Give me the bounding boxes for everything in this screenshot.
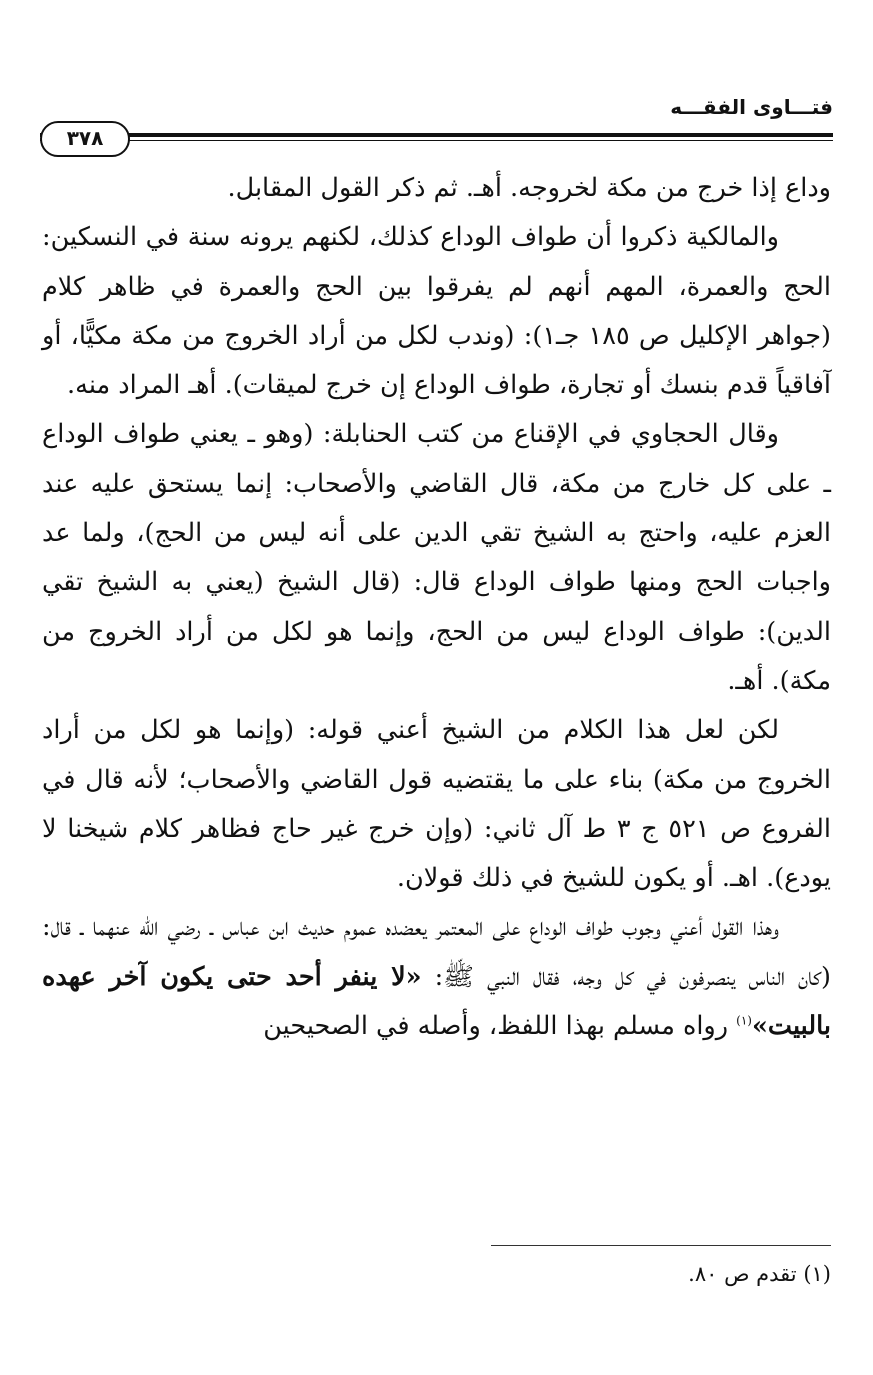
header-rule-thin (40, 140, 833, 141)
running-title: فتـــاوى الفقـــه (670, 95, 833, 119)
paragraph-5-start: وهذا القول أعني وجوب طواف الوداع على المعتمر يعضده عموم حديث ابن عباس ـ رضي الله عنهما ـ قال: (كان الناس ينصرفون في كل وجه، فقال النبي ﷺ: (42, 912, 831, 992)
page-number: ٣٧٨ (40, 121, 130, 157)
header-rule (40, 127, 833, 149)
paragraph-5 (42, 903, 831, 1051)
paragraph-2: والمالكية ذكروا أن طواف الوداع كذلك، لكنهم يرونه سنة في النسكين: الحج والعمرة، المهم أنهم لم يفرقوا بين الحج والعمرة في ظاهر كلام (جواهر الإكليل ص ١٨٥ جـ١): (وندب لكل من أراد الخروج من مكة مكيًّا، أو آفاقياً قدم بنسك أو تجارة، طواف الوداع إن خرج لميقات). أهـ المراد منه. (42, 222, 831, 401)
hadith-quote: «لا ينفر أحد حتى يكون آخر عهده بالبيت» (42, 961, 831, 1042)
header-rule-thick (40, 133, 833, 137)
paragraph-3: وقال الحجاوي في الإقناع من كتب الحنابلة: (وهو ـ يعني طواف الوداع ـ على كل خارج من مكة، قال القاضي والأصحاب: إنما يستحق عليه عند العزم عليه، واحتج به الشيخ تقي الدين على أنه ليس من الحج)، ولما عد واجبات الحج ومنها طواف الوداع قال: (قال الشيخ (يعني به الشيخ تقي الدين): طواف الوداع ليس من الحج، وإنما هو لكل من أراد الخروج من مكة). أهـ. (42, 419, 831, 696)
footnote-reference: (١) (736, 1013, 752, 1028)
paragraph-5-end: رواه مسلم بهذا اللفظ، وأصله في الصحيحين (263, 1011, 737, 1042)
body-text (42, 164, 831, 1051)
footnote-divider (491, 1245, 831, 1246)
paragraph-4: لكن لعل هذا الكلام من الشيخ أعني قوله: (وإنما هو لكل من أراد الخروج من مكة) بناء على ما يقتضيه قول القاضي والأصحاب؛ لأنه قال في الفروع ص ٥٢١ ج ٣ ط آل ثاني: (وإن خرج غير حاج فظاهر كلام شيخنا لا يودع). اهـ. أو يكون للشيخ في ذلك قولان. (42, 715, 831, 894)
footnote-1: (١) تقدم ص ٨٠. (688, 1262, 831, 1286)
paragraph-1: وداع إذا خرج من مكة لخروجه. أهـ. ثم ذكر القول المقابل. (227, 173, 831, 203)
